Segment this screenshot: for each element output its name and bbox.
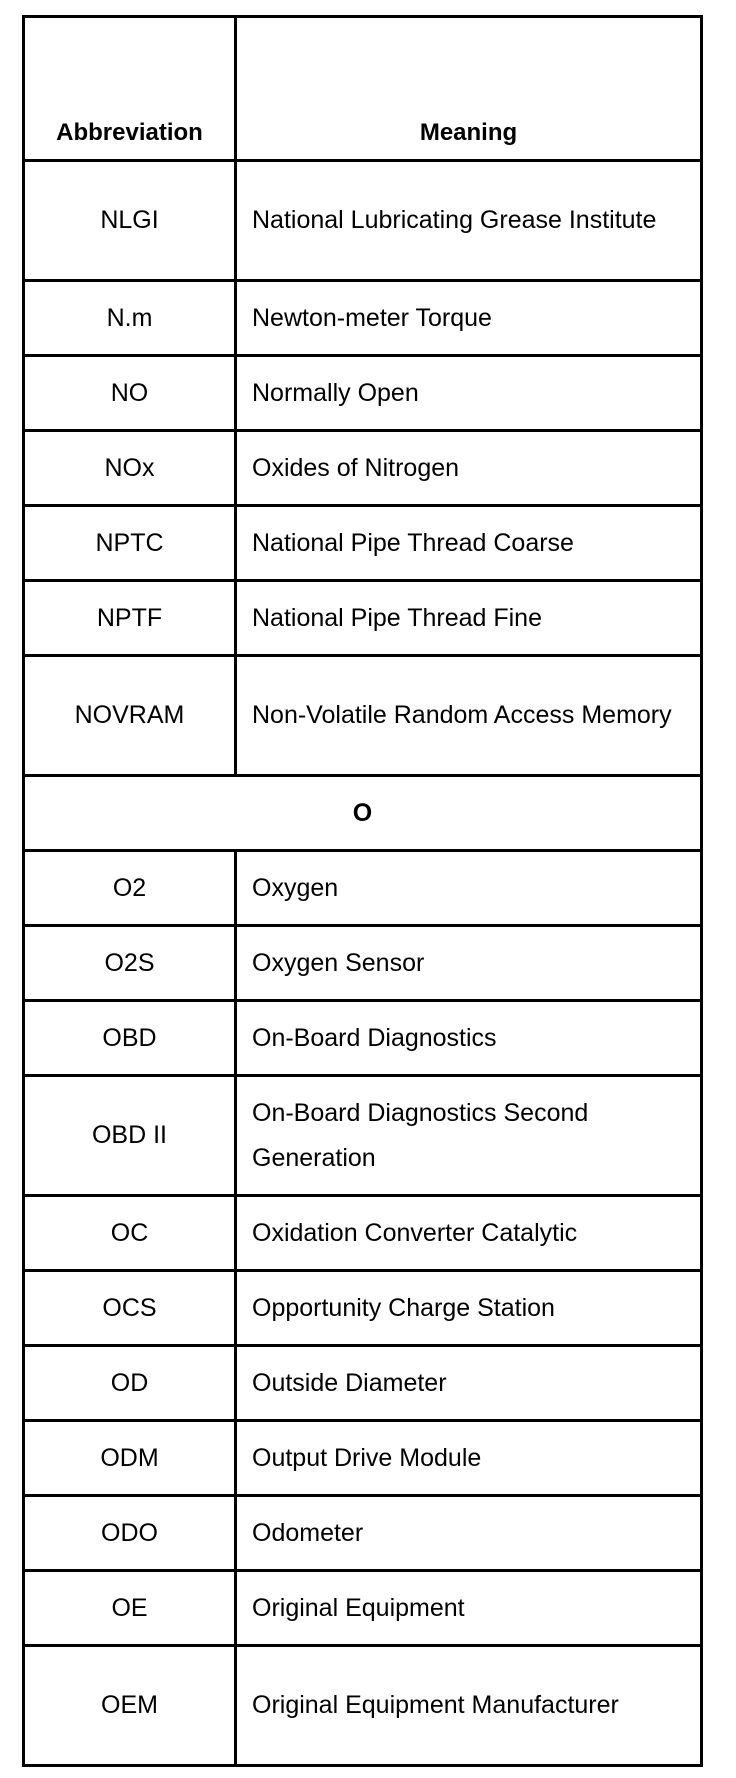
meaning-cell: Newton-meter Torque [236, 281, 702, 356]
table-row [24, 356, 702, 431]
abbreviation-cell: O2S [24, 926, 236, 1001]
abbreviation-cell: NPTF [24, 581, 236, 656]
abbreviation-cell: OC [24, 1196, 236, 1271]
table-row [24, 1346, 702, 1421]
table-row [24, 851, 702, 926]
meaning-cell: National Pipe Thread Coarse [236, 506, 702, 581]
meaning-cell: On-Board Diagnostics Second Generation [236, 1076, 702, 1196]
abbreviation-cell: O2 [24, 851, 236, 926]
table-row [24, 1571, 702, 1646]
header-row [24, 17, 702, 161]
meaning-cell: Opportunity Charge Station [236, 1271, 702, 1346]
section-heading: O [24, 776, 702, 851]
meaning-cell: Original Equipment [236, 1571, 702, 1646]
meaning-cell: On-Board Diagnostics [236, 1001, 702, 1076]
table-row [24, 1421, 702, 1496]
meaning-cell: National Pipe Thread Fine [236, 581, 702, 656]
section-row-o [24, 776, 702, 851]
meaning-cell: Output Drive Module [236, 1421, 702, 1496]
table-row [24, 926, 702, 1001]
table-row [24, 1646, 702, 1766]
table-row [24, 1496, 702, 1571]
meaning-cell: Oxidation Converter Catalytic [236, 1196, 702, 1271]
meaning-cell: National Lubricating Grease Institute [236, 161, 702, 281]
abbreviation-cell: NLGI [24, 161, 236, 281]
table-row [24, 1196, 702, 1271]
meaning-cell: Normally Open [236, 356, 702, 431]
abbreviation-cell: NOVRAM [24, 656, 236, 776]
table-row [24, 161, 702, 281]
table-row [24, 656, 702, 776]
table-row [24, 1001, 702, 1076]
table-row [24, 281, 702, 356]
abbreviation-cell: OBD II [24, 1076, 236, 1196]
abbreviation-cell: OEM [24, 1646, 236, 1766]
table-row [24, 431, 702, 506]
header-abbreviation: Abbreviation [24, 17, 236, 161]
meaning-cell: Odometer [236, 1496, 702, 1571]
meaning-cell: Oxides of Nitrogen [236, 431, 702, 506]
abbreviation-cell: OCS [24, 1271, 236, 1346]
meaning-cell: Oxygen [236, 851, 702, 926]
abbreviation-cell: OE [24, 1571, 236, 1646]
meaning-cell: Non-Volatile Random Access Memory [236, 656, 702, 776]
table-row [24, 581, 702, 656]
abbreviation-cell: ODM [24, 1421, 236, 1496]
abbreviation-table [22, 15, 703, 1767]
table-row [24, 506, 702, 581]
meaning-cell: Original Equipment Manufacturer [236, 1646, 702, 1766]
abbreviation-cell: NPTC [24, 506, 236, 581]
abbreviation-cell: N.m [24, 281, 236, 356]
header-meaning: Meaning [236, 17, 702, 161]
abbreviation-cell: OBD [24, 1001, 236, 1076]
table-row [24, 1271, 702, 1346]
abbreviation-cell: NOx [24, 431, 236, 506]
meaning-cell: Oxygen Sensor [236, 926, 702, 1001]
meaning-cell: Outside Diameter [236, 1346, 702, 1421]
abbreviation-cell: ODO [24, 1496, 236, 1571]
abbreviation-cell: OD [24, 1346, 236, 1421]
abbreviation-cell: NO [24, 356, 236, 431]
table-row [24, 1076, 702, 1196]
